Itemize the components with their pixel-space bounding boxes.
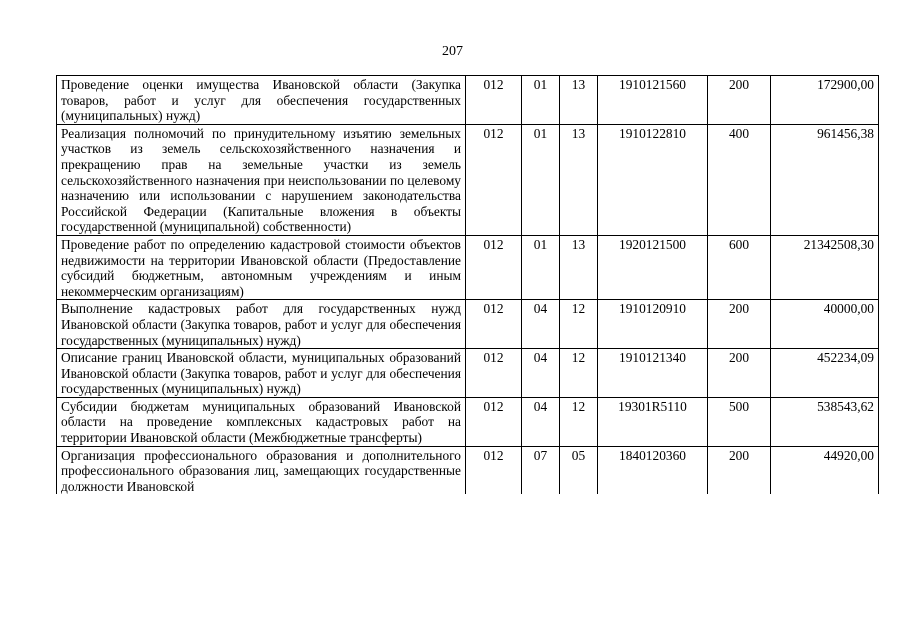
row-description: Проведение работ по определению кадастровой стоимости объектов недвижимости на территории Ивановской области (Предоставление субсидий бюджетным, автономным учреждениям и иным некоммерческим организациям) <box>57 235 466 299</box>
target-item-code: 1910121340 <box>598 349 708 398</box>
amount: 172900,00 <box>771 76 879 125</box>
section-code: 07 <box>522 446 560 494</box>
table-row <box>57 76 879 125</box>
ministry-code: 012 <box>466 349 522 398</box>
row-description: Проведение оценки имущества Ивановской области (Закупка товаров, работ и услуг для обеспечения государственных (муниципальных) нужд) <box>57 76 466 125</box>
subsection-code: 05 <box>560 446 598 494</box>
amount: 961456,38 <box>771 124 879 235</box>
section-code: 04 <box>522 397 560 446</box>
table-row <box>57 235 879 299</box>
page-number: 207 <box>442 44 463 59</box>
subsection-code: 13 <box>560 124 598 235</box>
row-description: Организация профессионального образования и дополнительного профессионального образования лиц, замещающих государственные должности Ивановской <box>57 446 466 494</box>
target-item-code: 1910122810 <box>598 124 708 235</box>
subsection-code: 13 <box>560 76 598 125</box>
target-item-code: 1840120360 <box>598 446 708 494</box>
expense-type-code: 500 <box>708 397 771 446</box>
expense-type-code: 200 <box>708 349 771 398</box>
amount: 538543,62 <box>771 397 879 446</box>
subsection-code: 12 <box>560 397 598 446</box>
amount: 44920,00 <box>771 446 879 494</box>
expense-type-code: 200 <box>708 446 771 494</box>
section-code: 04 <box>522 349 560 398</box>
section-code: 01 <box>522 124 560 235</box>
table-row <box>57 397 879 446</box>
row-description: Описание границ Ивановской области, муниципальных образований Ивановской области (Закупка товаров, работ и услуг для обеспечения государственных (муниципальных) нужд) <box>57 349 466 398</box>
subsection-code: 12 <box>560 349 598 398</box>
section-code: 04 <box>522 300 560 349</box>
target-item-code: 1910121560 <box>598 76 708 125</box>
expense-type-code: 200 <box>708 300 771 349</box>
expense-type-code: 200 <box>708 76 771 125</box>
table-row <box>57 446 879 494</box>
subsection-code: 12 <box>560 300 598 349</box>
amount: 21342508,30 <box>771 235 879 299</box>
budget-table <box>56 75 879 494</box>
ministry-code: 012 <box>466 300 522 349</box>
subsection-code: 13 <box>560 235 598 299</box>
table-row <box>57 349 879 398</box>
ministry-code: 012 <box>466 235 522 299</box>
ministry-code: 012 <box>466 446 522 494</box>
expense-type-code: 400 <box>708 124 771 235</box>
row-description: Реализация полномочий по принудительному изъятию земельных участков из земель сельскохозяйственного назначения и прекращению прав на земельные участки из земель сельскохозяйственного назначения при неиспользовании по целевому назначению или использовании с нарушением законодательства Российской Федерации (Капитальные вложения в объекты государственной (муниципальной) собственности) <box>57 124 466 235</box>
row-description: Субсидии бюджетам муниципальных образований Ивановской области на проведение комплексных кадастровых работ на территории Ивановской области (Межбюджетные трансферты) <box>57 397 466 446</box>
section-code: 01 <box>522 76 560 125</box>
target-item-code: 19301R5110 <box>598 397 708 446</box>
target-item-code: 1920121500 <box>598 235 708 299</box>
amount: 40000,00 <box>771 300 879 349</box>
ministry-code: 012 <box>466 76 522 125</box>
row-description: Выполнение кадастровых работ для государственных нужд Ивановской области (Закупка товаров, работ и услуг для обеспечения государственных (муниципальных) нужд) <box>57 300 466 349</box>
ministry-code: 012 <box>466 124 522 235</box>
amount: 452234,09 <box>771 349 879 398</box>
section-code: 01 <box>522 235 560 299</box>
expense-type-code: 600 <box>708 235 771 299</box>
ministry-code: 012 <box>466 397 522 446</box>
target-item-code: 1910120910 <box>598 300 708 349</box>
table-row <box>57 124 879 235</box>
table-row <box>57 300 879 349</box>
